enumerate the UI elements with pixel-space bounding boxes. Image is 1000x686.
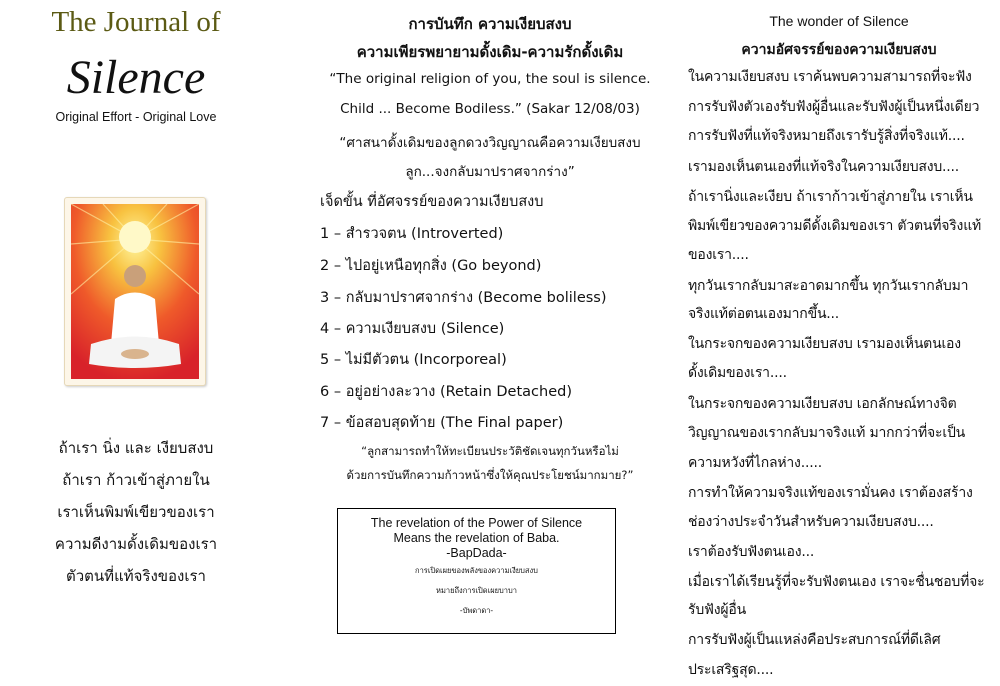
quote-english-2: Child ... Become Bodiless.” (Sakar 12/08/03) bbox=[340, 101, 640, 117]
body-line: จริงแท้ต่อตนเองมากขึ้น... bbox=[688, 306, 840, 322]
poem-line: เราเห็นพิมพ์เขียวของเรา bbox=[57, 503, 215, 521]
meditating-figure-photo bbox=[64, 197, 206, 386]
poem-line: ความดีงามดั้งเดิมของเรา bbox=[54, 535, 218, 553]
body-line: การรับฟังผู้เป็นแหล่งคือประสบการณ์ที่ดีเลิศ bbox=[688, 632, 941, 648]
step-item: 3 – กลับมาปราศจากร่าง (Become boliless) bbox=[320, 290, 607, 306]
body-line: การรับฟังที่แท้จริงหมายถึงเรารับรู้สิ่งที่จริงแท้.... bbox=[688, 128, 965, 144]
left-panel bbox=[0, 0, 272, 686]
left-poem bbox=[0, 432, 272, 592]
body-line: การทำให้ความจริงแท้ของเรามั่นคง เราต้องสร้าง bbox=[688, 485, 973, 501]
body-line: ประเสริฐสุด.... bbox=[688, 662, 774, 678]
quote-thai-2: ลูก...จงกลับมาปราศจากร่าง” bbox=[405, 164, 575, 180]
right-title-thai: ความอัศจรรย์ของความเงียบสงบ bbox=[741, 42, 937, 58]
box-english-3: -BapDada- bbox=[446, 546, 507, 560]
body-line: ช่องว่างประจำวันสำหรับความเงียบสงบ.... bbox=[688, 514, 934, 530]
box-english-2: Means the revelation of Baba. bbox=[393, 531, 560, 545]
body-line: ทุกวันเรากลับมาสะอาดมากขึ้น ทุกวันเรากลับมา bbox=[688, 278, 969, 294]
body-line: ถ้าเรานิ่งและเงียบ ถ้าเราก้าวเข้าสู่ภายใน เราเห็น bbox=[688, 189, 973, 205]
body-line: รับฟังผู้อื่น bbox=[688, 602, 746, 618]
step-item: 6 – อยู่อย่างละวาง (Retain Detached) bbox=[320, 384, 572, 400]
journal-title: The Journal of bbox=[51, 6, 221, 38]
note-line-2: ด้วยการบันทึกความก้าวหน้าซึ่งให้คุณประโยชน์มากมาย?” bbox=[346, 468, 634, 482]
note-line-1: “ลูกสามารถทำให้ทะเบียนประวัติชัดเจนทุกวันหรือไม่ bbox=[361, 444, 619, 458]
middle-heading-2: ความเพียรพยายามดั้งเดิม-ความรักดั้งเดิม bbox=[356, 43, 624, 61]
body-line: วิญญาณของเรากลับมาจริงแท้ มากกว่าที่จะเป็น bbox=[688, 425, 966, 441]
box-english-1: The revelation of the Power of Silence bbox=[370, 516, 583, 530]
poem-line: ถ้าเรา ก้าวเข้าสู่ภายใน bbox=[62, 471, 210, 489]
body-line: ในกระจกของความเงียบสงบ เรามองเห็นตนเอง bbox=[688, 336, 961, 352]
box-thai-1: การเปิดเผยของพลังของความเงียบสงบ bbox=[415, 566, 538, 575]
right-panel bbox=[685, 0, 1000, 686]
right-title-english: The wonder of Silence bbox=[769, 13, 909, 29]
body-line: ในกระจกของความเงียบสงบ เอกลักษณ์ทางจิต bbox=[688, 396, 957, 412]
step-item: 5 – ไม่มีตัวตน (Incorporeal) bbox=[320, 352, 507, 368]
poem-line: ตัวตนที่แท้จริงของเรา bbox=[66, 567, 206, 585]
journal-subtitle: Original Effort - Original Love bbox=[55, 110, 217, 124]
body-line: เราต้องรับฟังตนเอง... bbox=[688, 544, 815, 560]
step-item: 7 – ข้อสอบสุดท้าย (The Final paper) bbox=[320, 415, 564, 431]
body-line: ความหวังที่ไกลห่าง..... bbox=[688, 455, 822, 471]
body-line: พิมพ์เขียวของความดีดั้งเดิมของเรา ตัวตนที่จริงแท้ bbox=[688, 218, 982, 234]
poem-line: ถ้าเรา นิ่ง และ เงียบสงบ bbox=[58, 439, 214, 457]
photo-image bbox=[71, 204, 199, 379]
step-item: 4 – ความเงียบสงบ (Silence) bbox=[320, 321, 505, 337]
step-item: 2 – ไปอยู่เหนือทุกสิ่ง (Go beyond) bbox=[320, 258, 542, 274]
middle-heading-1: การบันทึก ความเงียบสงบ bbox=[408, 15, 572, 33]
body-line: ของเรา.... bbox=[688, 247, 749, 263]
steps-heading: เจ็ดขั้น ที่อัศจรรย์ของความเงียบสงบ bbox=[320, 194, 544, 210]
body-line: เรามองเห็นตนเองที่แท้จริงในความเงียบสงบ.... bbox=[688, 159, 960, 175]
box-thai-2: หมายถึงการเปิดเผยบาบา bbox=[436, 586, 517, 595]
journal-title-silence: Silence bbox=[66, 51, 206, 104]
body-line: การรับฟังตัวเองรับฟังผู้อื่นและรับฟังผู้เป็นหนึ่งเดียว bbox=[688, 99, 980, 115]
body-line: ในความเงียบสงบ เราค้นพบความสามารถที่จะฟัง bbox=[688, 69, 972, 85]
step-item: 1 – สำรวจตน (Introverted) bbox=[320, 226, 504, 242]
quote-english-1: “The original religion of you, the soul is silence. bbox=[329, 71, 651, 87]
body-line: เมื่อเราได้เรียนรู้ที่จะรับฟังตนเอง เราจะชื่นชอบที่จะ bbox=[688, 574, 985, 590]
body-line: ดั้งเดิมของเรา.... bbox=[688, 365, 787, 381]
box-thai-3: -บัพดาดา- bbox=[459, 606, 494, 615]
quote-thai-1: “ศาสนาดั้งเดิมของลูกดวงวิญญาณคือความเงียบสงบ bbox=[339, 135, 641, 151]
middle-panel bbox=[300, 0, 680, 686]
revelation-box bbox=[337, 508, 616, 634]
